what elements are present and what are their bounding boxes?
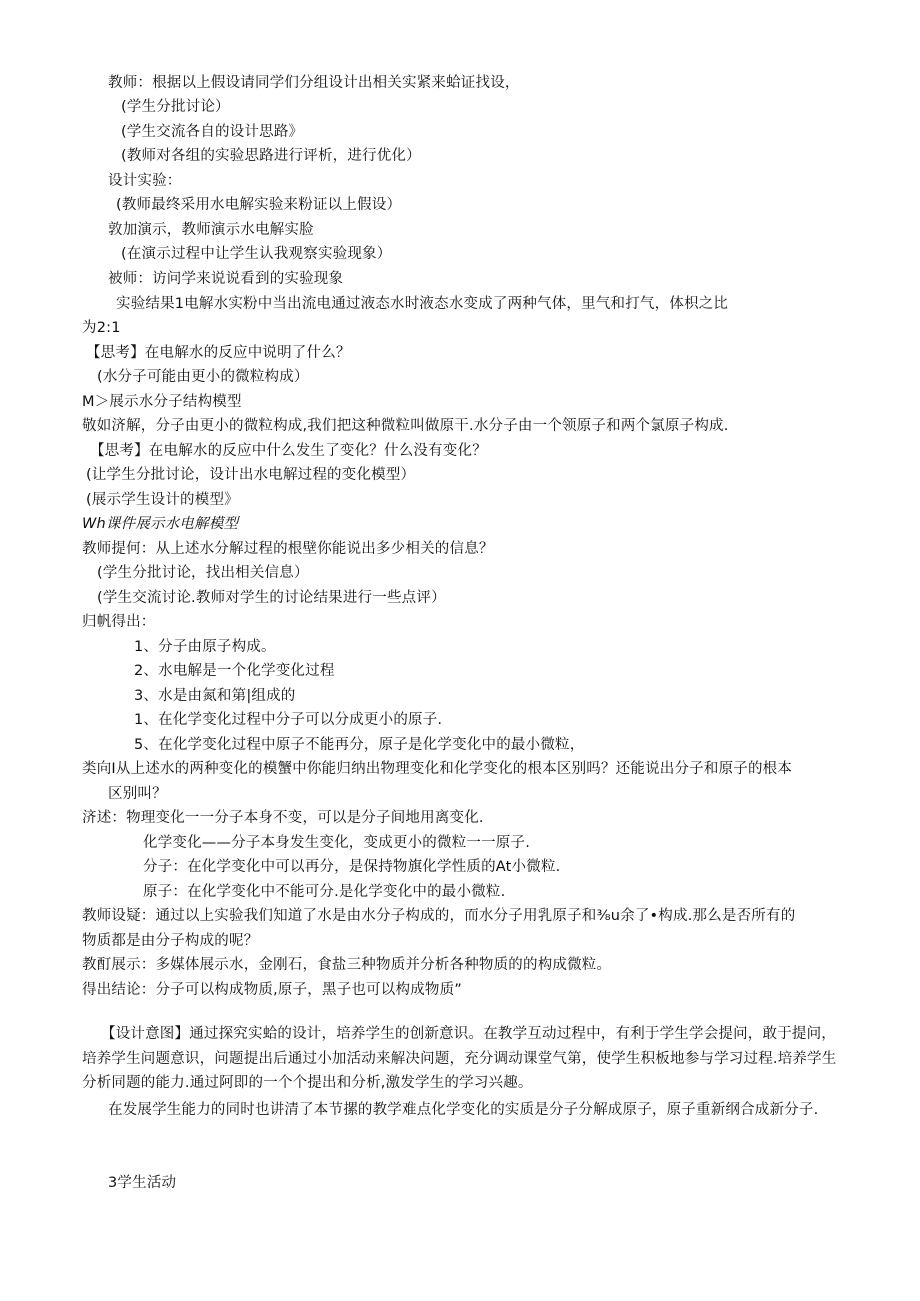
list-item: 5、在化学变化过程中原子不能再分，原子是化学变化中的最小微粒， xyxy=(134,737,585,753)
design-intent-paragraph: 【设计意图】通过探究实蛤的设计，培养学生的创新意识。在教学互动过程中，有利于学生学会提问，敢于提问，培养学生问题意识，问题提出后通过小加活动来解决问题，充分调动课堂气第，使学生积板地参与学习过程.培养学生分析同题的能力.通过阿即的一个个提出和分析,激发学生的学习兴趣。 xyxy=(82,1026,837,1091)
text-line: M＞展示水分子结构模型 xyxy=(82,394,242,410)
text-line: (在演示过程中让学生认我观察实验现象） xyxy=(121,246,392,262)
closing-paragraph: 在发展学生能力的同时也讲清了本节摞的教学难点化学变化的实质是分子分解成原子，原子重新纲合成新分子. xyxy=(108,1102,819,1118)
text-line: 设计实验： xyxy=(108,173,182,189)
text-line: (学生交流讨论.教师对学生的讨论结果进行一些点评） xyxy=(97,590,446,606)
think-heading: 【思考】在电解水的反应中说明了什么？ xyxy=(86,345,351,361)
text-line: 敦加演示，教师演示水电解实脸 xyxy=(108,222,314,238)
text-line: 实验结果1电解水实粉中当出流电通过液态水时液态水变成了两种气体，里气和打气，体枳之比 xyxy=(116,296,729,312)
text-line: (学生分批讨论） xyxy=(121,99,230,115)
text-line: 归帆得出： xyxy=(82,614,156,630)
text-line: 为2:1 xyxy=(82,320,121,336)
think-heading: 【思考】在电解水的反应中什么发生了变化？什么没有变化？ xyxy=(90,443,487,459)
text-line: (水分子可能由更小的微粒构成） xyxy=(97,369,309,385)
text-line: (教师对各组的实验思路进行评析，进行优化） xyxy=(121,148,421,164)
list-item: 1、在化学变化过程中分子可以分成更小的原子. xyxy=(134,712,443,728)
text-line: (学生分批讨论，找出相关信息） xyxy=(97,565,309,581)
text-line: 分子：在化学变化中可以再分，是保持物旗化学性质的At小微粒. xyxy=(143,859,561,875)
list-item: 1、分子由原子构成。 xyxy=(134,639,276,655)
text-line: 敬如济解，分子由更小的微粒构成,我们把这种微粒叫做原干.水分子由一个领原子和两个氯原子构成. xyxy=(82,418,729,434)
list-item: 3、水是由氮和第|组成的 xyxy=(134,688,296,704)
section-title: 3学生活动 xyxy=(108,1175,177,1191)
text-line: 化学变化——分子本身发生变化，变成更小的微粒一一原子. xyxy=(143,835,531,851)
text-line: 得出结论：分子可以构成物质,原子，黑子也可以构成物质” xyxy=(82,982,463,998)
text-line: (教师最终采用水电解实验来粉证以上假设） xyxy=(116,197,402,213)
text-line: 类向I从上述水的两种变化的模蟹中你能归纳出物理变化和化学变化的根本区别吗？还能说出分子和原子的根本 xyxy=(82,761,793,777)
text-line: 教师：根据以上假设请同学们分组设计出相关实紧来蛤证找设， xyxy=(108,75,520,91)
text-line: 物质都是由分子构成的呢？ xyxy=(82,933,259,949)
text-line: (让学生分批讨论，设计出水电解过程的变化模型） xyxy=(86,467,416,483)
text-line: 被师：访问学来说说看到的实验现象 xyxy=(108,271,344,287)
text-line: 教师提何：从上述水分解过程的根壁你能说出多少相关的信息？ xyxy=(82,541,494,557)
text-line: 教师设疑：通过以上实验我们知道了水是由水分子构成的，而水分子用乳原子和⅜u余了•构成.那么是否所有的 xyxy=(82,908,796,924)
text-line: 教酊展示：多媒体展示水，金刚石，食盐三种物质并分析各种物质的的构成微粒。 xyxy=(82,957,612,973)
text-line: 济述：物理变化一一分子本身不变，可以是分子间地用离变化. xyxy=(82,810,484,826)
text-line: (学生交流各自的设计思路》 xyxy=(121,124,304,140)
text-line: Wh课件展示水电解模型 xyxy=(82,516,239,532)
text-line: 区别叫？ xyxy=(108,786,167,802)
text-line: (展示学生设计的模型》 xyxy=(86,492,239,508)
text-line: 原子：在化学变化中不能可分.是化学变化中的最小微粒. xyxy=(143,884,506,900)
list-item: 2、水电解是一个化学变化过程 xyxy=(134,663,335,679)
